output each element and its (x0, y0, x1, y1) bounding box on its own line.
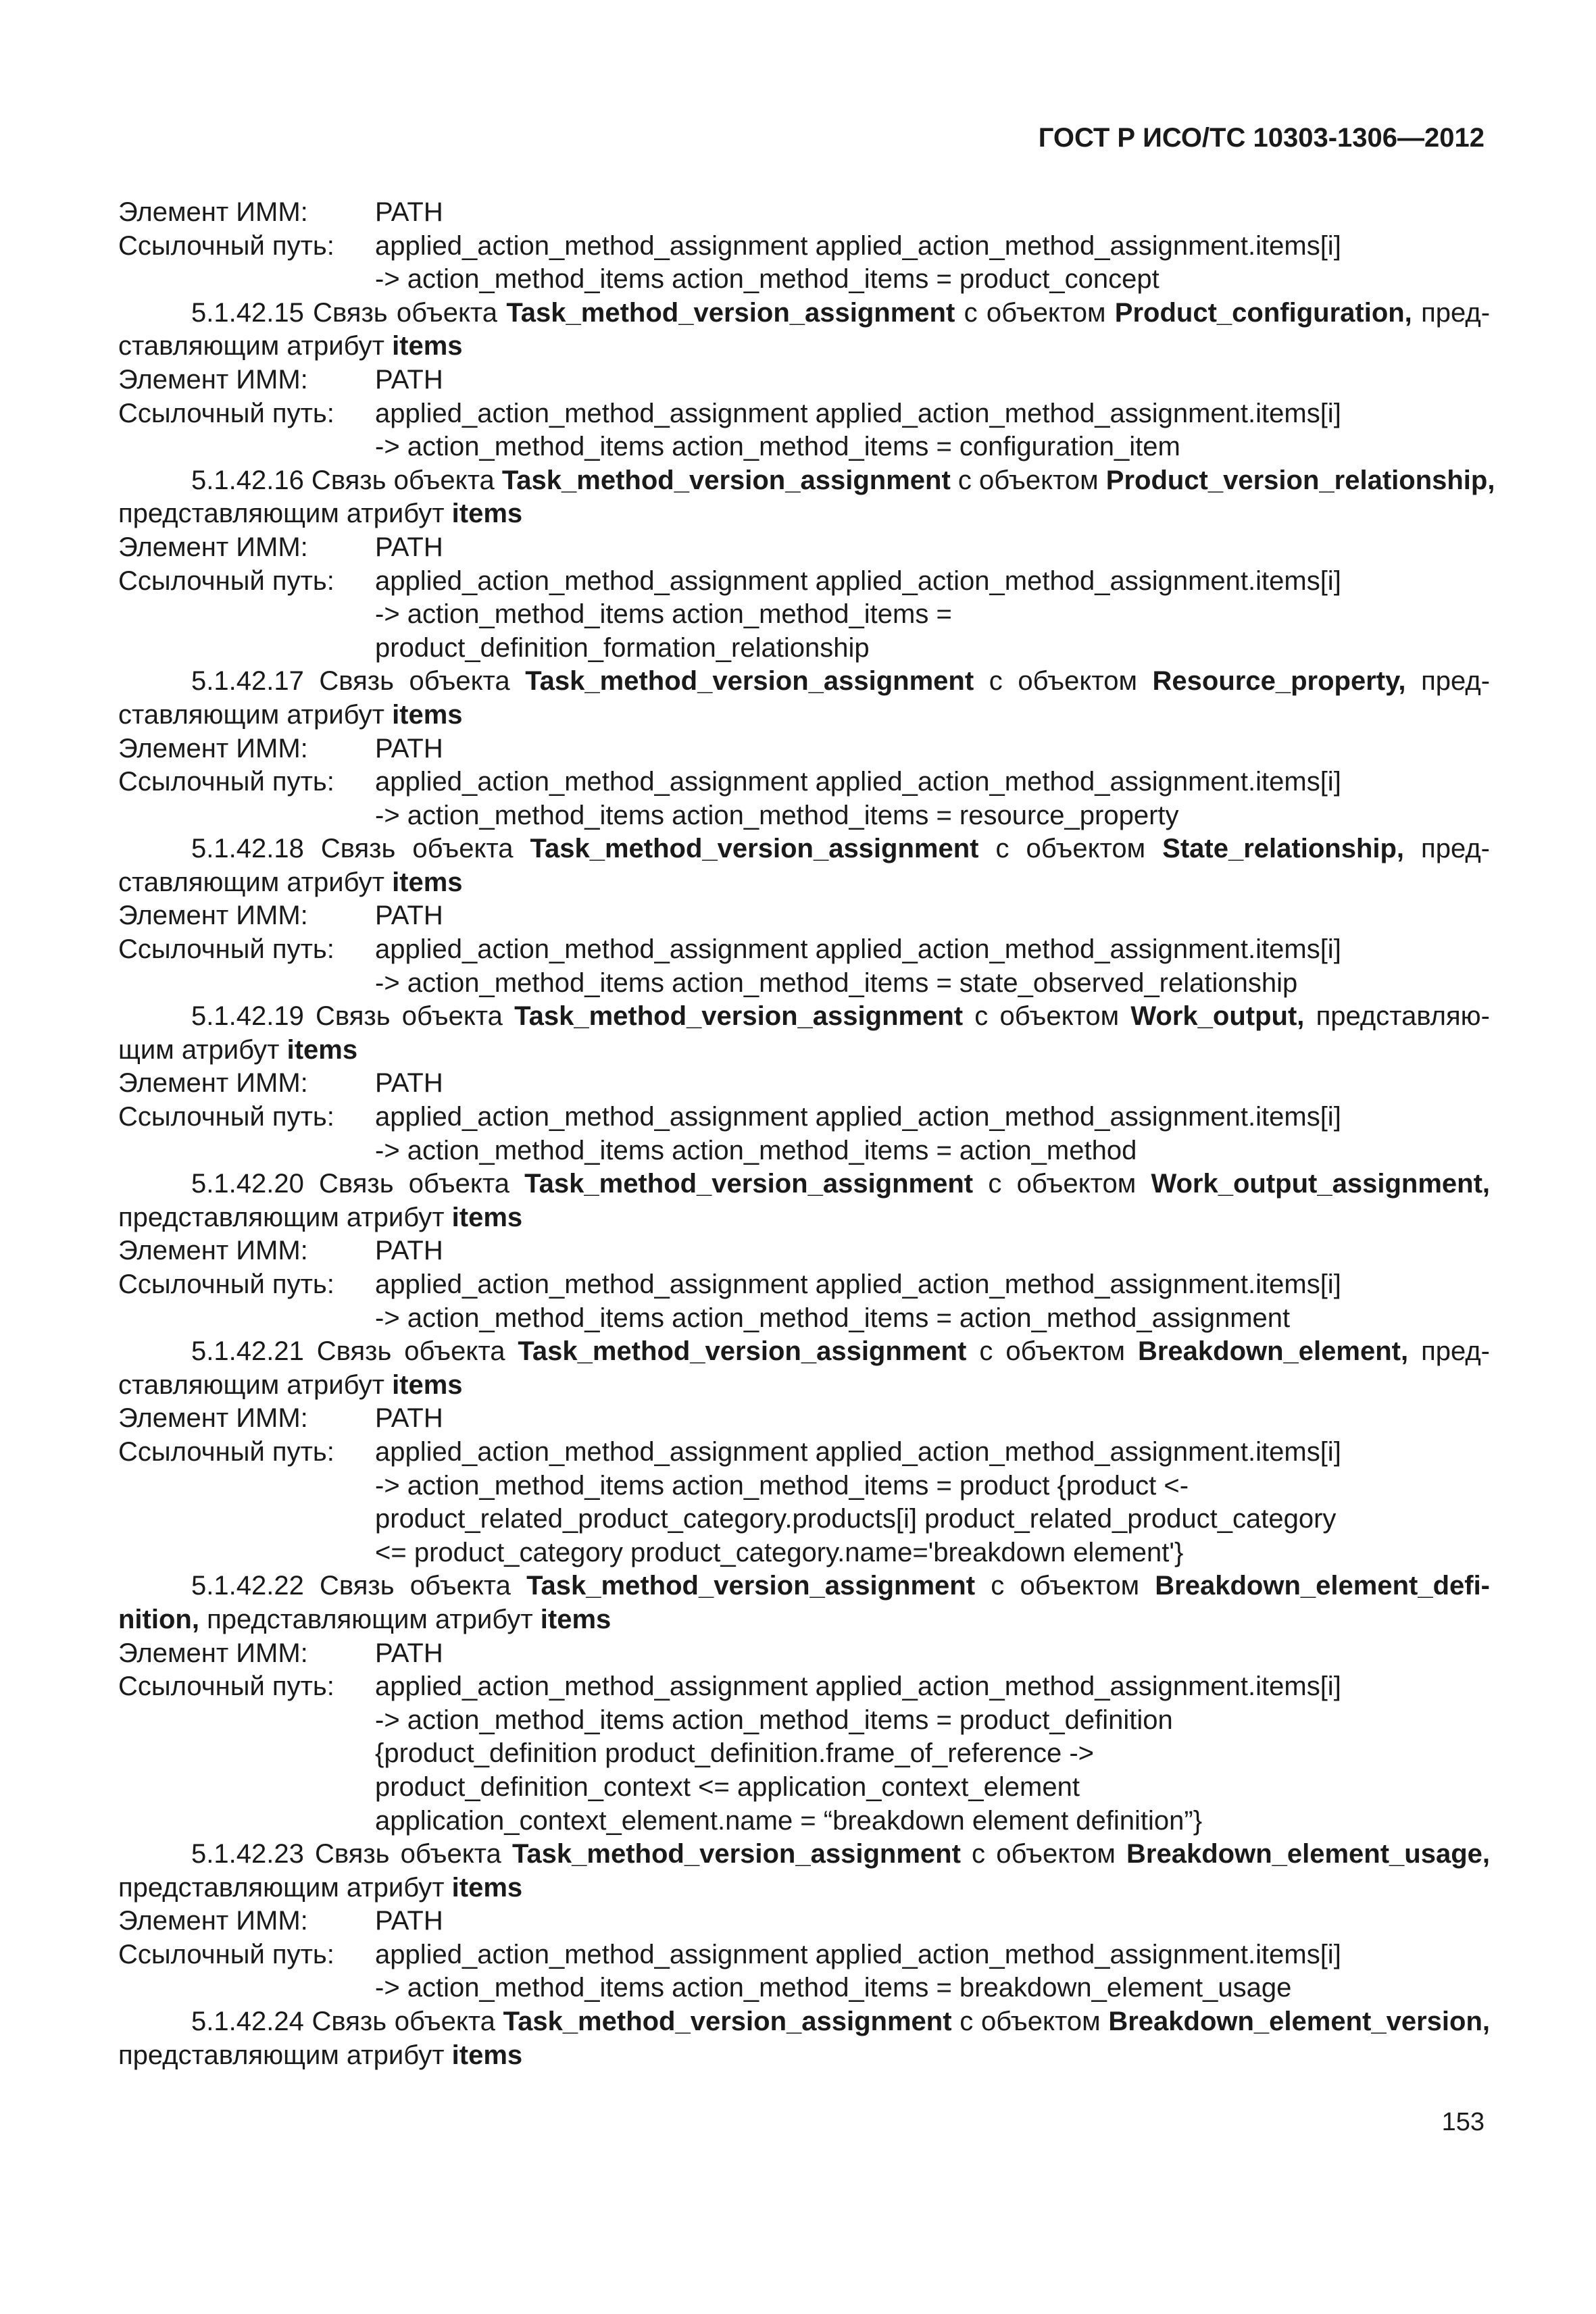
element-label: Элемент ИММ: (118, 1068, 308, 1099)
attribute-name: items (392, 331, 463, 361)
element-row (118, 899, 1490, 933)
attribute-phrase: представляющим атрибут (118, 499, 452, 529)
element-row (118, 196, 1490, 230)
attribute-name: items (451, 499, 523, 529)
section-heading (118, 2005, 1490, 2039)
section-heading (118, 1335, 1490, 1369)
section-heading-continuation (118, 497, 1490, 531)
attribute-phrase: представляющим атрибут (118, 2040, 452, 2070)
source-entity: Task_method_version_assignment (514, 1001, 964, 1032)
element-label: Элемент ИММ: (118, 1906, 308, 1936)
reference-path-line: -> action_method_items action_method_items = breakdown_element_usage (375, 1973, 1292, 2003)
reference-path-line: applied_action_method_assignment applied_action_method_assignment.items[i] (375, 1671, 1341, 1702)
element-value: PATH (375, 1906, 443, 1936)
source-entity: Task_method_version_assignment (506, 297, 955, 328)
section-heading (118, 1838, 1490, 1871)
reference-path-label: Ссылочный путь: (118, 398, 334, 428)
reference-path-line: applied_action_method_assignment applied_action_method_assignment.items[i] (375, 1269, 1341, 1299)
page-number: 153 (1441, 2108, 1485, 2136)
section-heading-continuation (118, 1871, 1490, 1905)
section-heading (118, 1569, 1490, 1603)
section-heading (118, 1167, 1490, 1201)
element-row (118, 1905, 1490, 1938)
element-label: Элемент ИММ: (118, 901, 308, 931)
section-number: 5.1.42.20 Связь объекта (191, 1169, 525, 1199)
attribute-phrase: ставляющим атрибут (118, 867, 393, 897)
section-number: 5.1.42.16 Связь объекта (191, 465, 502, 495)
source-entity: Task_method_version_assignment (525, 666, 974, 697)
reference-path-line: applied_action_method_assignment applied_action_method_assignment.items[i] (375, 1436, 1341, 1467)
reference-path-line: product_related_product_category.products[i] product_related_product_category (375, 1504, 1337, 1534)
reference-path-label: Ссылочный путь: (118, 1671, 334, 1702)
section-connector: с объектом (974, 666, 1153, 697)
reference-path-line: -> action_method_items action_method_items = resource_property (375, 800, 1179, 830)
reference-path-line: <= product_category product_category.name='breakdown element'} (375, 1537, 1184, 1567)
reference-path-line: product_definition_context <= application_context_element (375, 1771, 1080, 1802)
target-entity: Product_configuration, (1114, 297, 1412, 328)
target-entity: Work_output_assignment, (1151, 1169, 1490, 1199)
reference-path-line: application_context_element.name = “breakdown element definition”} (375, 1805, 1203, 1836)
reference-path-line: -> action_method_items action_method_items = (375, 599, 952, 630)
reference-path-row (118, 1938, 1490, 1972)
target-entity: Breakdown_element_usage, (1126, 1839, 1491, 1869)
reference-path-row (118, 1436, 1490, 1469)
reference-path-row (118, 1268, 1490, 1302)
reference-path-line: -> action_method_items action_method_items = state_observed_relationship (375, 967, 1298, 998)
section-heading-tail: пред- (1408, 1336, 1491, 1367)
section-number: 5.1.42.24 Связь объекта (191, 2007, 503, 2037)
reference-path-label: Ссылочный путь: (118, 767, 334, 797)
target-entity: Resource_property, (1152, 666, 1406, 697)
section-heading-tail: пред- (1412, 297, 1491, 328)
section-number: 5.1.42.15 Связь объекта (191, 297, 507, 328)
section-heading-continuation (118, 330, 1490, 363)
target-entity: Product_version_relationship, (1105, 465, 1495, 495)
element-value: PATH (375, 197, 443, 227)
reference-path-label: Ссылочный путь: (118, 230, 334, 261)
section-heading-tail: пред- (1404, 834, 1490, 864)
reference-path-line: product_definition_formation_relationship (375, 632, 870, 663)
section-connector: с объектом (973, 1169, 1151, 1199)
target-entity: Breakdown_element_defi- (1155, 1571, 1490, 1601)
section-connector: с объектом (950, 465, 1106, 495)
section-number: 5.1.42.21 Связь объекта (191, 1336, 518, 1367)
section-heading-continuation (118, 1034, 1490, 1067)
reference-path-line: applied_action_method_assignment applied_action_method_assignment.items[i] (375, 398, 1341, 428)
reference-path-label: Ссылочный путь: (118, 565, 334, 596)
section-heading (118, 464, 1495, 498)
element-label: Элемент ИММ: (118, 1638, 308, 1668)
reference-path-line: -> action_method_items action_method_items = action_method_assignment (375, 1303, 1291, 1333)
reference-path-line: {product_definition product_definition.frame_of_reference -> (375, 1738, 1095, 1769)
reference-path-line: -> action_method_items action_method_items = action_method (375, 1135, 1137, 1165)
target-entity: State_relationship, (1162, 834, 1405, 864)
reference-path-label: Ссылочный путь: (118, 934, 334, 965)
element-row (118, 1067, 1490, 1101)
reference-path-line: applied_action_method_assignment applied_action_method_assignment.items[i] (375, 934, 1341, 965)
section-heading-continuation (118, 1201, 1490, 1235)
reference-path-line: applied_action_method_assignment applied_action_method_assignment.items[i] (375, 767, 1341, 797)
attribute-name: items (540, 1604, 612, 1634)
attribute-name: items (451, 1872, 523, 1903)
section-connector: с объектом (966, 1336, 1138, 1367)
reference-path-line: -> action_method_items action_method_items = product_definition (375, 1705, 1173, 1735)
section-heading-continuation (118, 2039, 1490, 2073)
reference-path-row (118, 765, 1490, 799)
attribute-name: items (451, 2040, 523, 2070)
source-entity: Task_method_version_assignment (512, 1839, 961, 1869)
section-number: 5.1.42.19 Связь объекта (191, 1001, 515, 1032)
section-connector: с объектом (951, 2007, 1109, 2037)
reference-path-line: applied_action_method_assignment applied_action_method_assignment.items[i] (375, 1939, 1341, 1969)
source-entity: Task_method_version_assignment (524, 1169, 974, 1199)
element-label: Элемент ИММ: (118, 1236, 308, 1266)
reference-path-label: Ссылочный путь: (118, 1939, 334, 1969)
section-connector: с объектом (978, 834, 1163, 864)
target-entity: Breakdown_element_version, (1108, 2007, 1490, 2037)
element-value: PATH (375, 364, 443, 395)
element-row (118, 363, 1490, 397)
attribute-phrase: представляющим атрибут (199, 1604, 541, 1634)
target-entity: Breakdown_element, (1137, 1336, 1409, 1367)
element-value: PATH (375, 901, 443, 931)
document-header: ГОСТ Р ИСО/ТС 10303-1306—2012 (1038, 123, 1485, 153)
section-connector: с объектом (975, 1571, 1155, 1601)
source-entity: Task_method_version_assignment (530, 834, 979, 864)
section-heading-tail: пред- (1405, 666, 1491, 697)
reference-path-row (118, 1101, 1490, 1134)
reference-path-label: Ссылочный путь: (118, 1436, 334, 1467)
element-value: PATH (375, 532, 443, 562)
reference-path-line: applied_action_method_assignment applied_action_method_assignment.items[i] (375, 230, 1341, 261)
reference-path-row (118, 397, 1490, 431)
element-value: PATH (375, 1068, 443, 1099)
element-row (118, 1637, 1490, 1671)
element-row (118, 1234, 1490, 1268)
section-number: 5.1.42.18 Связь объекта (191, 834, 530, 864)
reference-path-line: -> action_method_items action_method_items = configuration_item (375, 432, 1180, 462)
element-value: PATH (375, 1236, 443, 1266)
reference-path-label: Ссылочный путь: (118, 1269, 334, 1299)
attribute-phrase: представляющим атрибут (118, 1202, 452, 1232)
section-heading-continuation (118, 699, 1490, 732)
reference-path-line: -> action_method_items action_method_items = product_concept (375, 264, 1159, 295)
reference-path-row (118, 565, 1490, 599)
element-label: Элемент ИММ: (118, 1403, 308, 1434)
reference-path-label: Ссылочный путь: (118, 1102, 334, 1132)
reference-path-line: applied_action_method_assignment applied_action_method_assignment.items[i] (375, 1102, 1341, 1132)
attribute-name: items (392, 867, 463, 897)
target-entity: Work_output, (1130, 1001, 1305, 1032)
section-heading (118, 1000, 1490, 1034)
element-label: Элемент ИММ: (118, 532, 308, 562)
section-number: 5.1.42.17 Связь объекта (191, 666, 526, 697)
element-label: Элемент ИММ: (118, 364, 308, 395)
source-entity: Task_method_version_assignment (518, 1336, 967, 1367)
document-body (118, 196, 1495, 2072)
reference-path-line: applied_action_method_assignment applied_action_method_assignment.items[i] (375, 565, 1341, 596)
reference-path-row (118, 933, 1490, 967)
section-heading (118, 297, 1490, 330)
element-row (118, 1402, 1490, 1436)
element-value: PATH (375, 733, 443, 763)
source-entity: Task_method_version_assignment (526, 1571, 976, 1601)
section-heading (118, 665, 1490, 699)
attribute-phrase: ставляющим атрибут (118, 1369, 393, 1400)
attribute-phrase: ставляющим атрибут (118, 699, 393, 730)
element-label: Элемент ИММ: (118, 197, 308, 227)
reference-path-row (118, 1670, 1490, 1704)
attribute-phrase: щим атрибут (118, 1034, 287, 1065)
reference-path-line: -> action_method_items action_method_items = product {product <- (375, 1470, 1189, 1501)
section-heading-continuation (118, 1603, 1490, 1637)
section-heading (118, 832, 1490, 866)
attribute-name: items (392, 699, 463, 730)
section-connector: с объектом (960, 1839, 1127, 1869)
target-entity-continuation: nition, (118, 1604, 199, 1634)
source-entity: Task_method_version_assignment (503, 2007, 952, 2037)
element-value: PATH (375, 1403, 443, 1434)
section-heading-tail: представляю- (1304, 1001, 1491, 1032)
element-row (118, 531, 1490, 565)
reference-path-row (118, 230, 1490, 263)
section-heading-continuation (118, 1369, 1490, 1403)
section-number: 5.1.42.22 Связь объекта (191, 1571, 527, 1601)
attribute-phrase: ставляющим атрибут (118, 331, 393, 361)
source-entity: Task_method_version_assignment (501, 465, 951, 495)
attribute-phrase: представляющим атрибут (118, 1872, 452, 1903)
section-heading-continuation (118, 866, 1490, 900)
section-number: 5.1.42.23 Связь объекта (191, 1839, 512, 1869)
element-label: Элемент ИММ: (118, 733, 308, 763)
section-connector: с объектом (963, 1001, 1131, 1032)
section-connector: с объектом (955, 297, 1115, 328)
element-row (118, 732, 1490, 766)
attribute-name: items (392, 1369, 463, 1400)
attribute-name: items (451, 1202, 523, 1232)
attribute-name: items (286, 1034, 358, 1065)
element-value: PATH (375, 1638, 443, 1668)
